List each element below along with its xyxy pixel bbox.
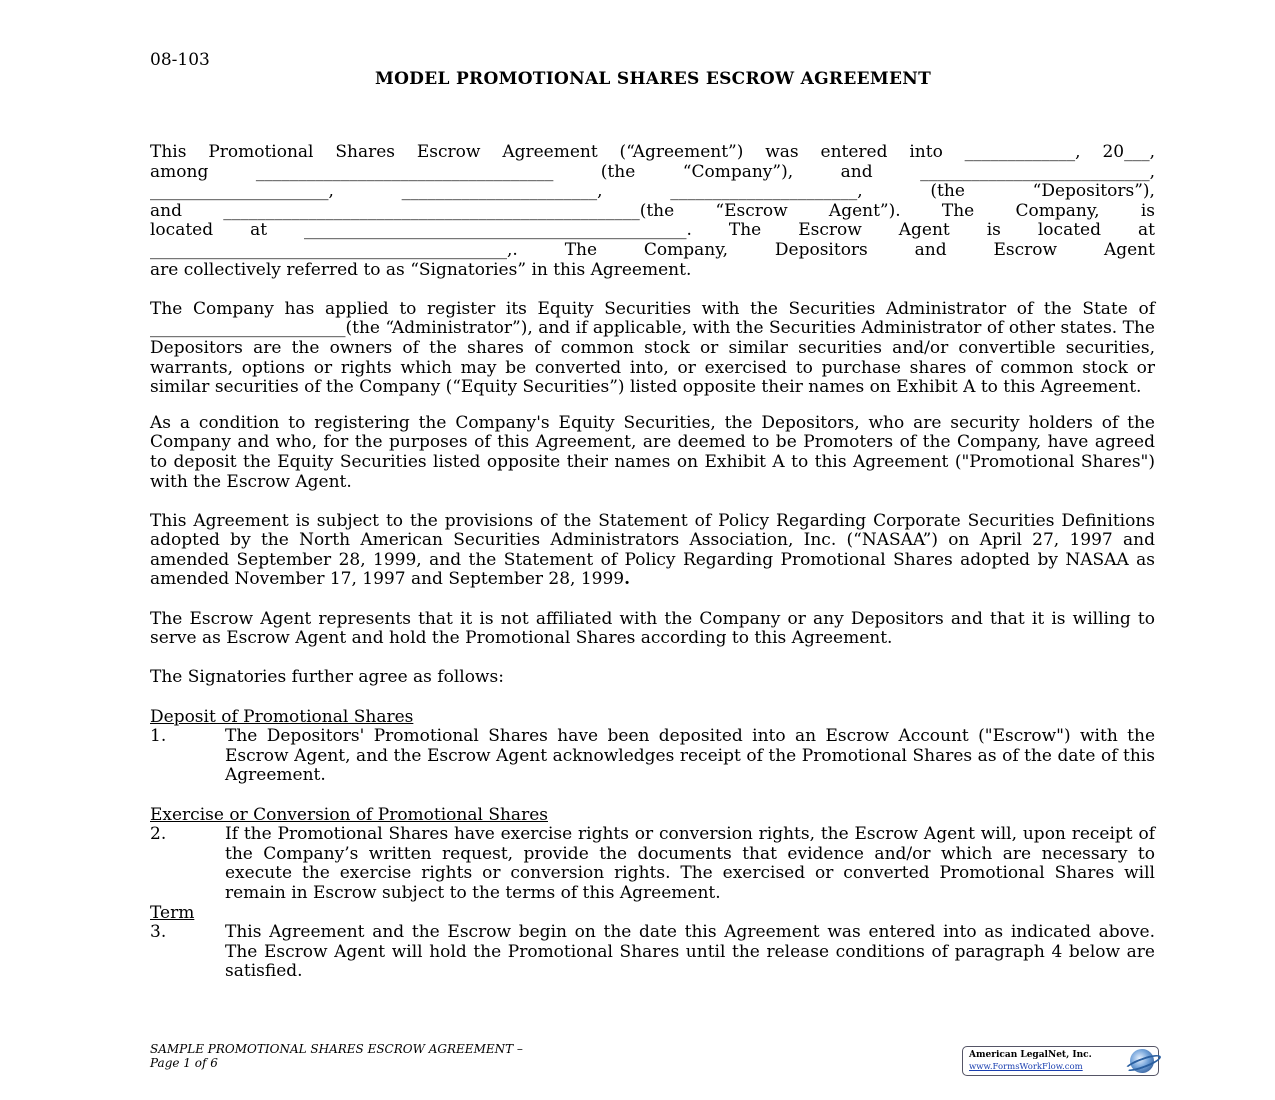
intro-line: located at _____________________________________________. The Escrow Agent is located at <box>150 220 1155 241</box>
logo-link[interactable]: www.FormsWorkFlow.com <box>969 1062 1083 1072</box>
section-number: 2. <box>150 824 167 845</box>
intro-line: _____________________, _______________________, ______________________, (the “Depositors”), <box>150 181 1155 202</box>
form-number: 08-103 <box>150 50 210 70</box>
publisher-logo <box>962 1046 1159 1076</box>
policy-paragraph <box>150 512 1155 590</box>
intro-line: are collectively referred to as “Signatories” in this Agreement. <box>150 259 692 280</box>
registration-paragraph: The Company has applied to register its Equity Securities with the Securities Administrator of the State of _______________________(the “Administrator”), and if applicable, with the Securities Administrator of other states. The Depositors are the owners of the shares of common stock or similar securities and/or convertible securities, warrants, options or rights which may be converted into, or exercised to purchase shares of common stock or similar securities of the Company (“Equity Securities”) listed opposite their names on Exhibit A to this Agreement. <box>150 298 1155 398</box>
page-footer <box>150 1042 523 1070</box>
section-term <box>150 904 1155 982</box>
section-heading: Deposit of Promotional Shares <box>150 706 414 727</box>
section-text: This Agreement and the Escrow begin on the date this Agreement was entered into as indicated above. The Escrow Agent will hold the Promotional Shares until the release conditions of paragraph 4 below are satisfied. <box>225 922 1155 982</box>
document-title: MODEL PROMOTIONAL SHARES ESCROW AGREEMENT <box>374 69 932 89</box>
policy-period: . <box>624 569 631 590</box>
section-heading: Exercise or Conversion of Promotional Shares <box>150 804 548 825</box>
intro-line: and _________________________________________________(the “Escrow Agent”). The Company, is <box>150 200 1155 221</box>
section-text: The Depositors' Promotional Shares have been deposited into an Escrow Account ("Escrow") with the Escrow Agent, and the Escrow Agent acknowledges receipt of the Promotional Shares as of the date of this Agreement. <box>225 726 1155 786</box>
section-number: 3. <box>150 922 167 943</box>
section-number: 1. <box>150 726 167 747</box>
policy-text: This Agreement is subject to the provisions of the Statement of Policy Regarding Corporate Securities Definitions adopted by the North American Securities Administrators Association, Inc. (“NASAA”) on April 27, 1997 and amended September 28, 1999, and the Statement of Policy Regarding Promotional Shares adopted by NASAA as amended November 17, 1997 and September 28, 1999 <box>150 510 1155 590</box>
intro-line: This Promotional Shares Escrow Agreement (“Agreement”) was entered into _____________, 20___, <box>150 142 1155 162</box>
section-deposit <box>150 708 1155 786</box>
globe-icon <box>1130 1049 1154 1073</box>
agreement-lead-in: The Signatories further agree as follows: <box>150 667 504 688</box>
footer-title: SAMPLE PROMOTIONAL SHARES ESCROW AGREEMENT – <box>150 1042 523 1056</box>
representation-paragraph: The Escrow Agent represents that it is not affiliated with the Company or any Depositors and that it is willing to serve as Escrow Agent and hold the Promotional Shares according to this Agreement. <box>150 608 1155 649</box>
page-number: Page 1 of 6 <box>150 1056 218 1070</box>
intro-line: __________________________________________,. The Company, Depositors and Escrow Agent <box>150 239 1155 260</box>
condition-paragraph: As a condition to registering the Company's Equity Securities, the Depositors, who are security holders of the Company and who, for the purposes of this Agreement, are deemed to be Promoters of the Company, have agreed to deposit the Equity Securities listed opposite their names on Exhibit A to this Agreement ("Promotional Shares") with the Escrow Agent. <box>150 412 1155 492</box>
intro-paragraph <box>150 143 1155 280</box>
document-body <box>150 143 1155 982</box>
intro-line: among ___________________________________ (the “Company”), and ___________________________, <box>150 161 1155 182</box>
section-heading: Term <box>150 902 195 923</box>
section-text: If the Promotional Shares have exercise rights or conversion rights, the Escrow Agent will, upon receipt of the Company’s written request, provide the documents that evidence and/or which are necessary to execute the exercise rights or conversion rights. The exercised or converted Promotional Shares will remain in Escrow subject to the terms of this Agreement. <box>225 824 1155 903</box>
logo-company: American LegalNet, Inc. <box>969 1050 1092 1060</box>
section-exercise <box>150 806 1155 904</box>
